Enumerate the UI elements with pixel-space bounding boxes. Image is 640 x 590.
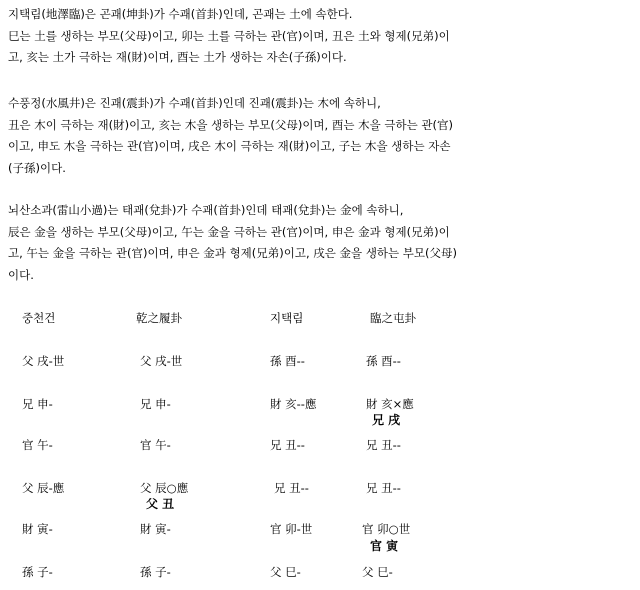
- changed-line-label: 官 寅: [370, 539, 399, 553]
- table-cell: 兄 申-: [140, 397, 171, 411]
- table-header: 중천건: [22, 311, 56, 325]
- table-cell: 孫 酉--: [366, 354, 401, 368]
- text-line: 고, 午는 金을 극하는 관(官)이며, 申은 金과 형제(兄弟)이고, 戌은 金을 생하는 부모(父母): [8, 246, 457, 260]
- table-cell: 兄 丑--: [366, 481, 401, 495]
- table-cell: 官 午-: [22, 438, 53, 452]
- table-cell: 官 卯-世: [270, 522, 313, 536]
- changed-line-label: 兄 戌: [372, 413, 401, 427]
- table-header: 지택림: [270, 311, 304, 325]
- table-header: 乾之履卦: [136, 311, 182, 325]
- text-line: 辰은 金을 생하는 부모(父母)이고, 午는 金을 극하는 관(官)이며, 申은 金과 형제(兄弟)이: [8, 224, 450, 239]
- table-cell: 財 寅-: [22, 522, 53, 536]
- table-cell: 孫 子-: [22, 565, 53, 579]
- table-cell: 兄 丑--: [366, 438, 401, 452]
- table-cell: 官 卯○世: [362, 522, 411, 536]
- paragraph-1: [8, 4, 632, 69]
- table-cell: 父 巳-: [362, 565, 393, 579]
- table-cell: 孫 子-: [140, 565, 171, 579]
- text-line: 고, 亥는 土가 극하는 재(財)이며, 酉는 土가 생하는 자손(子孫)이다.: [8, 50, 347, 64]
- table-cell: 孫 酉--: [270, 354, 305, 368]
- table-cell: 父 辰-應: [22, 481, 65, 495]
- table-cell: 父 戌-世: [140, 354, 183, 368]
- table-cell: 兄 丑--: [274, 481, 309, 495]
- table-cell: 兄 申-: [22, 397, 53, 411]
- text-line: 이고, 申도 木을 극하는 관(官)이며, 戌은 木이 극하는 재(財)이고, 子는 木을 생하는 자손: [8, 139, 451, 153]
- table-cell: 兄 丑--: [270, 438, 305, 452]
- table-cell: 官 午-: [140, 438, 171, 452]
- text-line: 수풍정(水風井)은 진괘(震卦)가 수괘(首卦)인데 진괘(震卦)는 木에 속하니,: [8, 96, 381, 110]
- table-header: 臨之屯卦: [370, 311, 416, 325]
- table-cell: 財 亥--應: [270, 397, 317, 411]
- text-line: 丑은 木이 극하는 재(財)이고, 亥는 木을 생하는 부모(父母)이며, 酉는 木을 극하는 관(官): [8, 117, 453, 132]
- text-line: (子孫)이다.: [8, 160, 66, 175]
- table-cell: 父 巳-: [270, 565, 301, 579]
- text-line: 巳는 土를 생하는 부모(父母)이고, 卯는 土를 극하는 관(官)이며, 丑은 土와 형제(兄弟)이: [8, 28, 450, 43]
- text-line: 뇌산소과(雷山小過)는 태괘(兌卦)가 수괘(首卦)인데 태괘(兌卦)는 金에 속하니,: [8, 203, 404, 217]
- table-cell: 財 寅-: [140, 522, 171, 536]
- table-cell: 財 亥×應: [366, 397, 414, 411]
- paragraph-3: [8, 200, 632, 286]
- text-line: 이다.: [8, 267, 34, 282]
- table-cell: 父 戌-世: [22, 354, 65, 368]
- changed-line-label: 父 丑: [146, 497, 175, 511]
- paragraph-2: [8, 93, 632, 179]
- table-cell: 父 辰○應: [140, 481, 189, 495]
- text-line: 지택림(地澤臨)은 곤괘(坤卦)가 수괘(首卦)인데, 곤괘는 土에 속한다.: [8, 7, 353, 21]
